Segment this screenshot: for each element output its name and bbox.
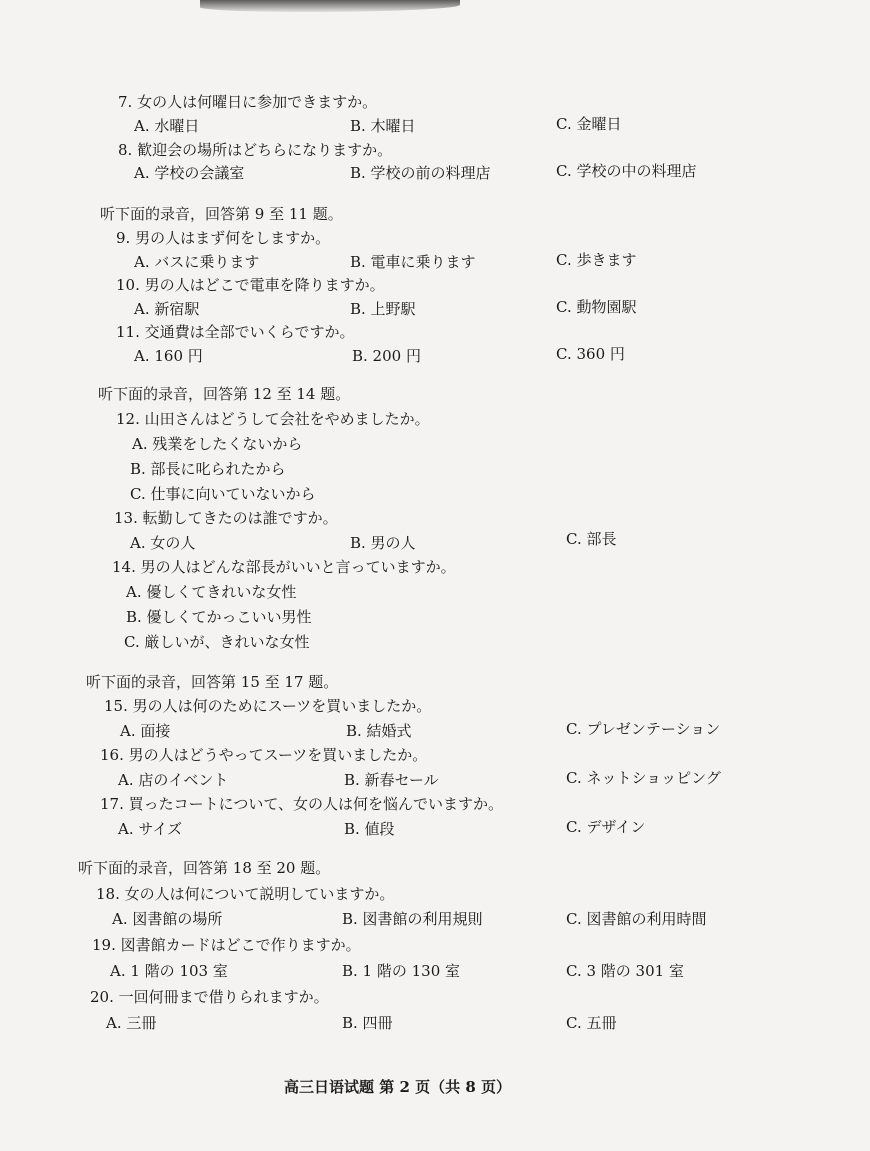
question-stem: 10. 男の人はどこで電車を降りますか。: [116, 276, 385, 294]
option-b: B. 男の人: [350, 534, 416, 552]
option-a: A. 水曜日: [134, 117, 200, 135]
question-stem: 19. 図書館カードはどこで作りますか。: [92, 936, 361, 954]
option-b: B. 電車に乗ります: [350, 253, 476, 271]
option-c: C. 360 円: [556, 345, 625, 363]
question-stem: 7. 女の人は何曜日に参加できますか。: [118, 93, 378, 111]
option-a: A. 女の人: [130, 534, 196, 552]
option-a: A. 優しくてきれいな女性: [126, 583, 297, 601]
option-c: C. プレゼンテーション: [566, 720, 721, 738]
question-stem: 18. 女の人は何について説明していますか。: [96, 885, 395, 903]
option-a: A. 三冊: [106, 1014, 157, 1032]
option-b: B. 四冊: [342, 1014, 393, 1032]
option-b: B. 優しくてかっこいい男性: [126, 608, 312, 626]
option-c: C. ネットショッピング: [566, 769, 721, 787]
question-stem: 13. 転勤してきたのは誰ですか。: [114, 509, 338, 527]
option-a: A. バスに乗ります: [134, 253, 260, 271]
option-c: C. 動物園駅: [556, 298, 637, 316]
option-b: B. 新春セール: [344, 771, 439, 789]
question-stem: 9. 男の人はまず何をしますか。: [116, 229, 331, 247]
option-a: A. 160 円: [134, 347, 203, 365]
question-stem: 17. 買ったコートについて、女の人は何を悩んでいますか。: [100, 795, 504, 813]
option-c: C. 金曜日: [556, 115, 622, 133]
option-c: C. 学校の中の料理店: [556, 162, 697, 180]
option-b: B. 上野駅: [350, 300, 416, 318]
option-a: A. 残業をしたくないから: [132, 435, 303, 453]
page-footer: 高三日语试题 第 2 页（共 8 页）: [284, 1078, 511, 1096]
option-c: C. 歩きます: [556, 251, 637, 269]
option-c: C. 厳しいが、きれいな女性: [124, 633, 310, 651]
option-c: C. 仕事に向いていないから: [130, 485, 316, 503]
section-instruction: 听下面的录音，回答第 12 至 14 题。: [98, 385, 351, 403]
option-b: B. 木曜日: [350, 117, 416, 135]
option-b: B. 値段: [344, 820, 395, 838]
option-a: A. 新宿駅: [134, 300, 200, 318]
option-c: C. 図書館の利用時間: [566, 910, 707, 928]
option-c: C. 部長: [566, 530, 617, 548]
scan-shadow: [200, 0, 460, 12]
option-a: A. 店のイベント: [118, 771, 229, 789]
question-stem: 12. 山田さんはどうして会社をやめましたか。: [116, 410, 430, 428]
question-stem: 14. 男の人はどんな部長がいいと言っていますか。: [112, 558, 456, 576]
option-c: C. 五冊: [566, 1014, 617, 1032]
option-b: B. 結婚式: [346, 722, 412, 740]
option-b: B. 図書館の利用規則: [342, 910, 483, 928]
section-instruction: 听下面的录音，回答第 15 至 17 题。: [86, 673, 339, 691]
question-stem: 11. 交通費は全部でいくらですか。: [116, 323, 355, 341]
option-a: A. 面接: [120, 722, 171, 740]
option-c: C. 3 階の 301 室: [566, 962, 684, 980]
option-c: C. デザイン: [566, 818, 646, 836]
option-a: A. 図書館の場所: [112, 910, 223, 928]
option-b: B. 200 円: [352, 347, 421, 365]
section-instruction: 听下面的录音，回答第 18 至 20 题。: [78, 859, 331, 877]
question-stem: 8. 歓迎会の場所はどちらになりますか。: [118, 141, 393, 159]
question-stem: 15. 男の人は何のためにスーツを買いましたか。: [104, 697, 432, 715]
option-b: B. 部長に叱られたから: [130, 460, 286, 478]
question-stem: 16. 男の人はどうやってスーツを買いましたか。: [100, 746, 428, 764]
option-a: A. 1 階の 103 室: [110, 962, 228, 980]
section-instruction: 听下面的录音，回答第 9 至 11 题。: [100, 205, 343, 223]
option-b: B. 学校の前の料理店: [350, 164, 491, 182]
option-a: A. サイズ: [118, 820, 183, 838]
question-stem: 20. 一回何冊まで借りられますか。: [90, 988, 329, 1006]
option-a: A. 学校の会議室: [134, 164, 245, 182]
option-b: B. 1 階の 130 室: [342, 962, 461, 980]
